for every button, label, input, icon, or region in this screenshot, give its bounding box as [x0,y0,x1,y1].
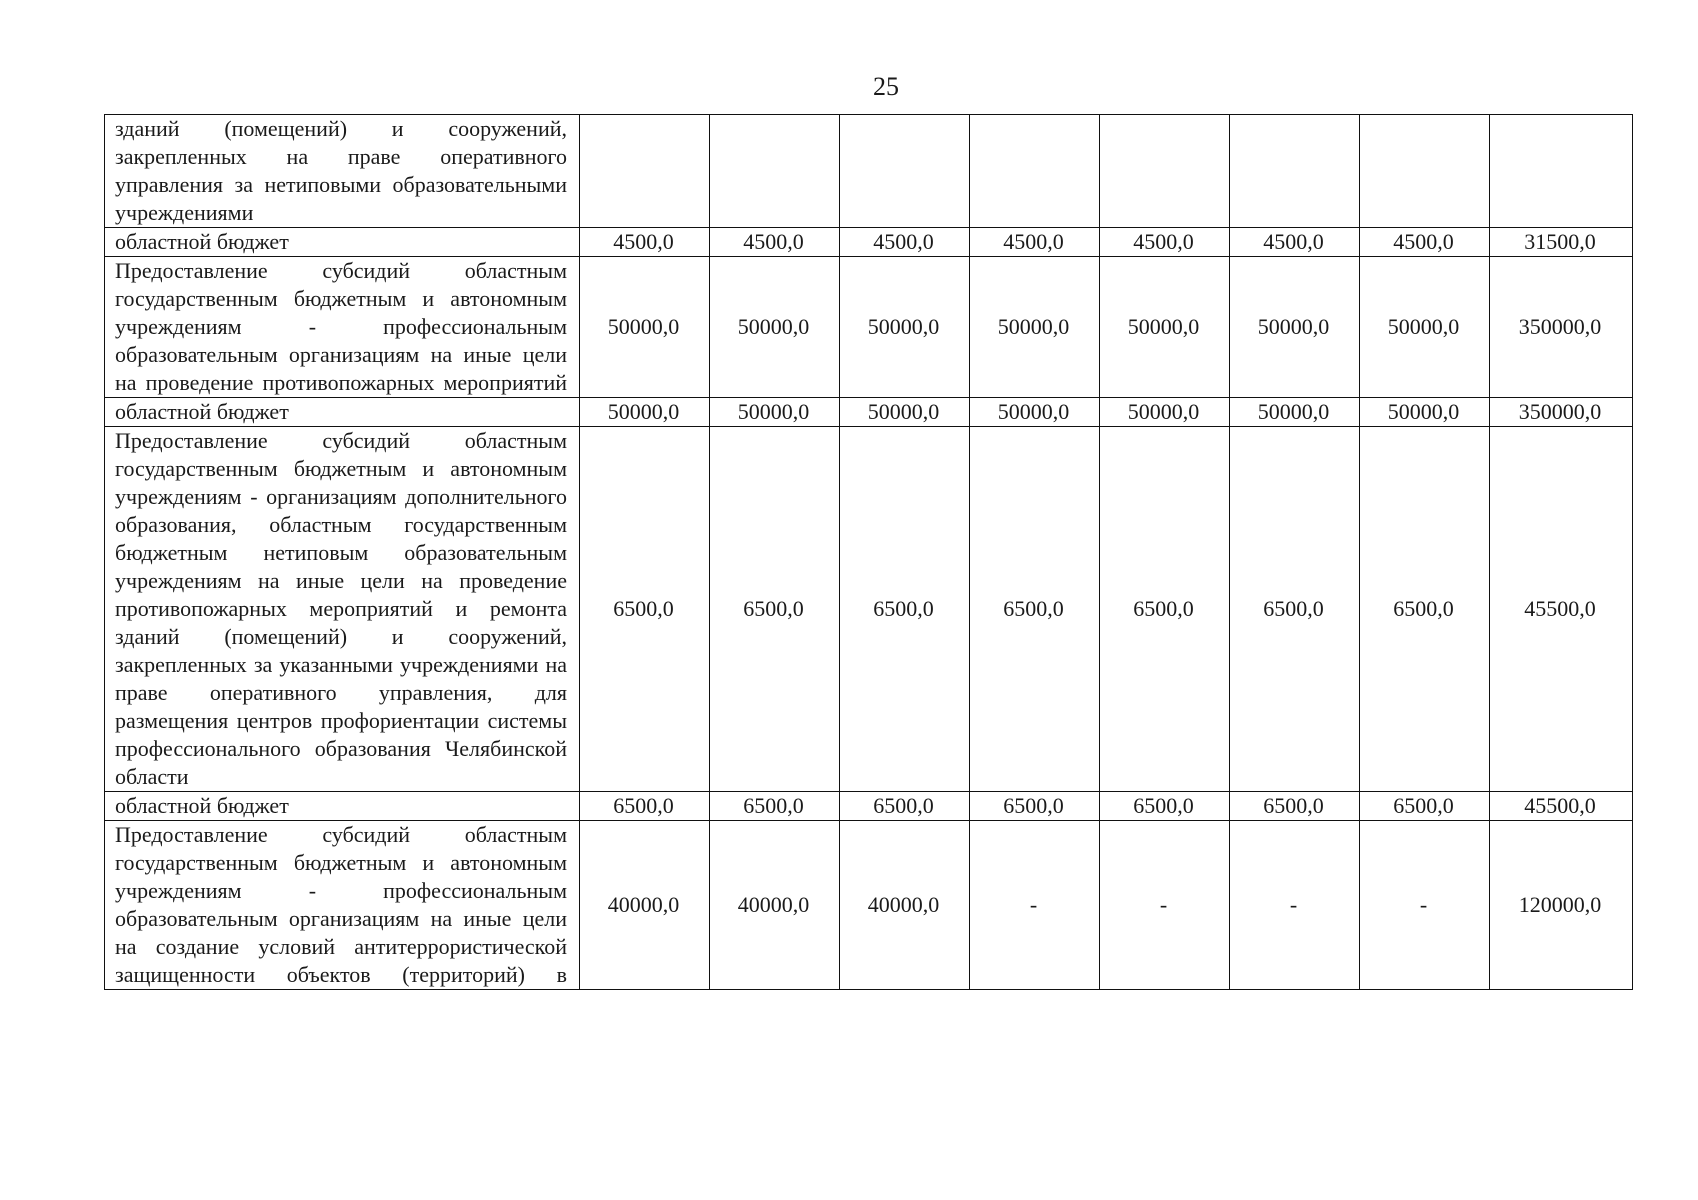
year-value-cell: 4500,0 [1230,228,1360,257]
year-value-cell [1360,115,1490,228]
budget-source-row [105,398,1633,427]
total-cell: 31500,0 [1490,228,1633,257]
year-value-cell: 6500,0 [1360,427,1490,792]
year-value-cell: 50000,0 [840,398,970,427]
activity-description-cell: Предоставление субсидий областным государственным бюджетным и автономным учреждениям - профессиональным образовательным организациям на иные цели на создание условий антитеррористической защищенности объектов (территорий) в [105,821,580,990]
year-value-cell: 50000,0 [710,398,840,427]
year-value-cell: 6500,0 [1100,427,1230,792]
total-cell: 350000,0 [1490,257,1633,398]
year-value-cell: 40000,0 [710,821,840,990]
year-value-cell: 40000,0 [840,821,970,990]
year-value-cell [840,115,970,228]
total-cell [1490,115,1633,228]
year-value-cell: 4500,0 [970,228,1100,257]
year-value-cell [1230,115,1360,228]
budget-source-row [105,792,1633,821]
activity-description-cell: Предоставление субсидий областным государственным бюджетным и автономным учреждениям - профессиональным образовательным организациям на иные цели на проведение противопожарных мероприятий [105,257,580,398]
year-value-cell: - [1360,821,1490,990]
year-value-cell: 50000,0 [1100,257,1230,398]
year-value-cell: 50000,0 [1100,398,1230,427]
total-cell: 120000,0 [1490,821,1633,990]
year-value-cell: 50000,0 [1360,257,1490,398]
year-value-cell: 50000,0 [970,398,1100,427]
year-value-cell: 50000,0 [1230,257,1360,398]
year-value-cell: 6500,0 [1230,792,1360,821]
year-value-cell: 6500,0 [710,427,840,792]
year-value-cell: 6500,0 [580,792,710,821]
table-body [105,115,1633,990]
budget-table [104,114,1633,990]
year-value-cell: 6500,0 [1100,792,1230,821]
total-cell: 45500,0 [1490,427,1633,792]
year-value-cell [580,115,710,228]
table-row [105,821,1633,990]
total-cell: 350000,0 [1490,398,1633,427]
year-value-cell: 6500,0 [840,792,970,821]
year-value-cell: - [970,821,1100,990]
year-value-cell [970,115,1100,228]
year-value-cell: 6500,0 [840,427,970,792]
table-row [105,257,1633,398]
year-value-cell: 40000,0 [580,821,710,990]
funding-source-cell: областной бюджет [105,228,580,257]
activity-description-cell: зданий (помещений) и сооружений, закрепленных на праве оперативного управления за нетиповыми образовательными учреждениями [105,115,580,228]
year-value-cell: 6500,0 [1230,427,1360,792]
year-value-cell [710,115,840,228]
year-value-cell: 4500,0 [710,228,840,257]
table-row [105,115,1633,228]
year-value-cell: 6500,0 [710,792,840,821]
year-value-cell: 4500,0 [580,228,710,257]
year-value-cell: - [1230,821,1360,990]
year-value-cell: 50000,0 [1230,398,1360,427]
funding-source-cell: областной бюджет [105,792,580,821]
year-value-cell: 50000,0 [580,398,710,427]
page-number: 25 [873,72,899,101]
budget-source-row [105,228,1633,257]
year-value-cell: 50000,0 [710,257,840,398]
activity-description-cell: Предоставление субсидий областным государственным бюджетным и автономным учреждениям - организациям дополнительного образования, областным государственным бюджетным нетиповым образовательным учреждениям на иные цели на проведение противопожарных мероприятий и ремонта зданий (помещений) и сооружений, закрепленных за указанными учреждениями на праве оперативного управления, для размещения центров профориентации системы профессионального образования Челябинской области [105,427,580,792]
year-value-cell: 6500,0 [580,427,710,792]
year-value-cell: 50000,0 [580,257,710,398]
funding-source-cell: областной бюджет [105,398,580,427]
year-value-cell: 50000,0 [840,257,970,398]
year-value-cell: - [1100,821,1230,990]
year-value-cell: 6500,0 [1360,792,1490,821]
year-value-cell: 4500,0 [840,228,970,257]
year-value-cell [1100,115,1230,228]
year-value-cell: 4500,0 [1100,228,1230,257]
year-value-cell: 4500,0 [1360,228,1490,257]
year-value-cell: 50000,0 [970,257,1100,398]
year-value-cell: 6500,0 [970,792,1100,821]
year-value-cell: 6500,0 [970,427,1100,792]
year-value-cell: 50000,0 [1360,398,1490,427]
table-row [105,427,1633,792]
total-cell: 45500,0 [1490,792,1633,821]
